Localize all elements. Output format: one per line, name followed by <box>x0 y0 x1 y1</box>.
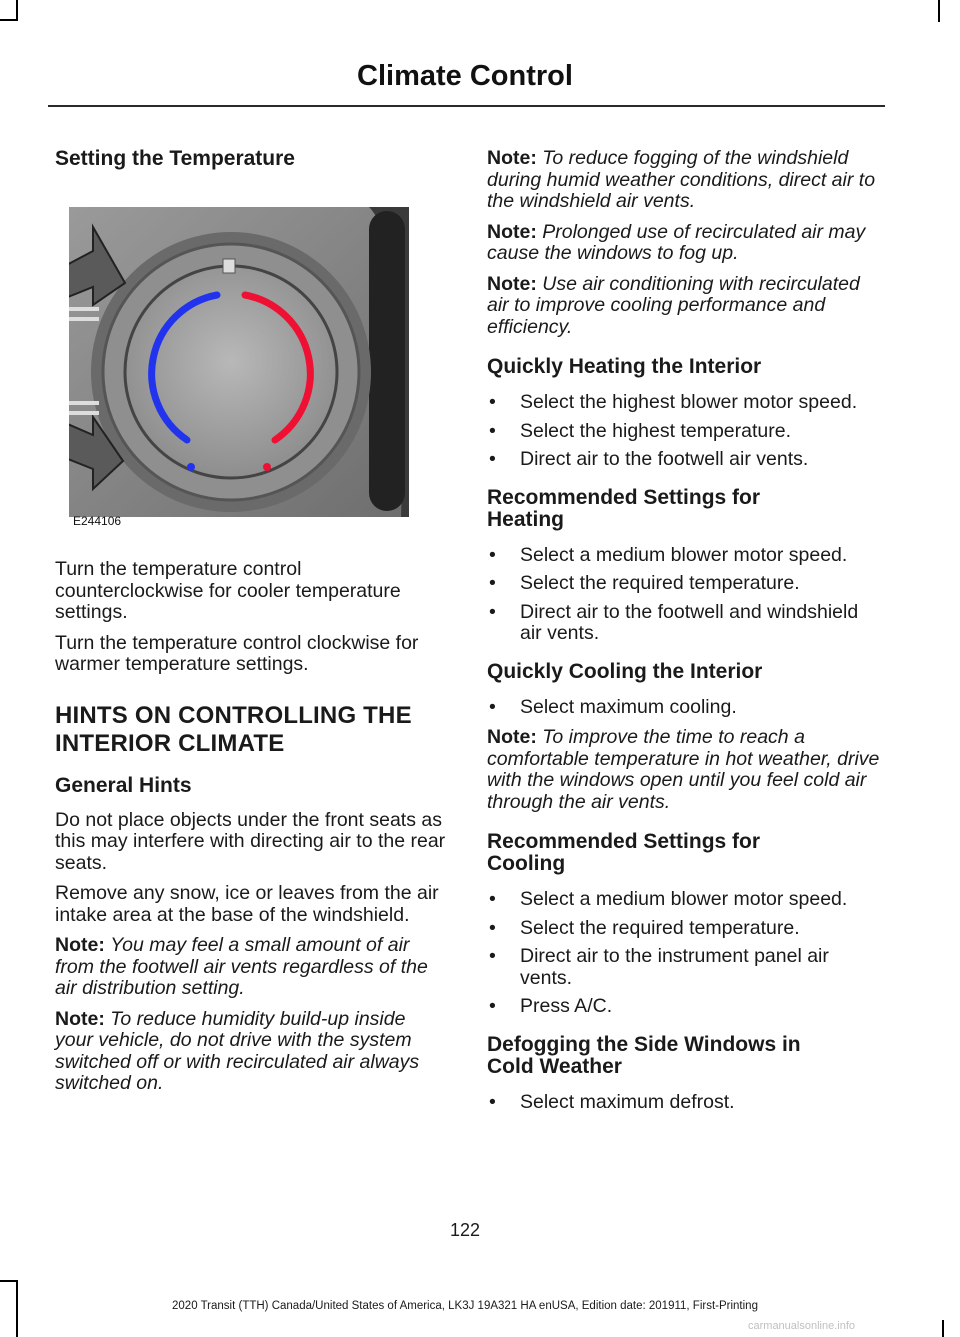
bullet: • <box>489 600 496 623</box>
crop-mark <box>0 1280 18 1282</box>
note-humidity <box>55 1009 447 1095</box>
list-item <box>487 889 882 911</box>
list-item-text: Select maximum defrost. <box>520 1090 735 1113</box>
list-item-text: Select the required temperature. <box>520 572 800 594</box>
note-label: Note: <box>487 726 537 748</box>
figure-stripe <box>69 317 99 321</box>
list-item <box>487 1092 882 1114</box>
bullet: • <box>489 391 496 413</box>
note-label: Note: <box>55 1007 105 1030</box>
list-item-text: Select a medium blower motor speed. <box>520 543 848 566</box>
heading-defogging-1: Defogging the Side Windows in <box>487 1032 801 1056</box>
crop-mark <box>0 19 18 21</box>
list-item-text: Press A/C. <box>520 995 613 1017</box>
list-item <box>487 545 882 567</box>
note-text: You may feel a small amount of air from the footwell air vents regardless of the air distribution setting. <box>55 934 428 999</box>
figure-stripe <box>69 411 99 415</box>
list-item <box>487 449 882 471</box>
watermark: carmanualsonline.info <box>748 1320 856 1332</box>
para-clockwise: Turn the temperature control clockwise for warmer temperature settings. <box>55 631 419 675</box>
heading-rec-cooling-2: Cooling <box>487 852 566 875</box>
left-column <box>55 142 447 1095</box>
heading-hints-line1: HINTS ON CONTROLLING THE <box>55 701 412 729</box>
bullet: • <box>489 419 496 442</box>
right-column <box>487 142 882 1120</box>
heading-quickly-heating: Quickly Heating the Interior <box>487 355 762 378</box>
crop-mark <box>16 0 18 20</box>
list-item <box>487 946 882 989</box>
bullet: • <box>489 695 496 718</box>
list-quick-heat <box>487 392 882 471</box>
page-number: 122 <box>449 1220 481 1240</box>
note-label: Note: <box>487 147 537 169</box>
footer-edition-text: 2020 Transit (TTH) Canada/United States of America, LK3J 19A321 HA enUSA, Edition date: 201911, First-Printing <box>172 1300 758 1312</box>
heading-setting-temperature: Setting the Temperature <box>55 147 295 170</box>
heading-defogging-2: Cold Weather <box>487 1054 622 1078</box>
bullet: • <box>489 572 496 594</box>
note-label: Note: <box>487 220 537 243</box>
cold-dot <box>187 463 195 471</box>
bullet: • <box>489 1090 496 1113</box>
heading-rec-cooling-1: Recommended Settings for <box>487 830 761 853</box>
bullet: • <box>489 916 496 939</box>
list-item-text: Direct air to the footwell air vents. <box>520 448 809 470</box>
list-item <box>487 697 882 719</box>
crop-mark <box>938 0 940 22</box>
list-item-text: Direct air to the instrument panel air vents. <box>520 945 829 989</box>
list-item <box>487 392 882 414</box>
note-footwell <box>55 935 447 1000</box>
heading-rec-heating-1: Recommended Settings for <box>487 485 761 509</box>
para-counterclockwise: Turn the temperature control counterclockwise for cooler temperature settings. <box>55 558 401 623</box>
temperature-dial-illustration <box>69 207 409 517</box>
heading-quickly-cooling: Quickly Cooling the Interior <box>487 659 763 683</box>
figure-id: E244106 <box>73 514 122 528</box>
list-item <box>487 602 882 645</box>
list-item <box>487 918 882 940</box>
list-item-text: Direct air to the footwell and windshield air vents. <box>520 600 859 644</box>
bullet: • <box>489 995 496 1017</box>
para-general-2: Remove any snow, ice or leaves from the air intake area at the base of the windshield. <box>55 882 439 926</box>
list-defog <box>487 1092 882 1114</box>
note-label: Note: <box>487 272 537 295</box>
note-label: Note: <box>55 934 105 956</box>
heading-general-hints: General Hints <box>55 773 192 797</box>
bullet: • <box>489 888 496 910</box>
note-text: To improve the time to reach a comfortable temperature in hot weather, drive with the windows open until you feel cold air through the air vents. <box>487 726 880 813</box>
heading-hints-line2: INTERIOR CLIMATE <box>55 729 285 757</box>
figure-stripe <box>69 307 99 311</box>
list-rec-cool <box>487 889 882 1018</box>
list-quick-cool <box>487 697 882 719</box>
note-text: Prolonged use of recirculated air may cause the windows to fog up. <box>487 220 866 264</box>
list-item-text: Select the highest blower motor speed. <box>520 391 858 413</box>
bullet: • <box>489 543 496 566</box>
dial-indicator <box>223 259 235 273</box>
heading-rec-heating-2: Heating <box>487 507 565 531</box>
list-item <box>487 421 882 443</box>
list-item-text: Select a medium blower motor speed. <box>520 888 848 910</box>
list-item <box>487 996 882 1018</box>
para-general-1: Do not place objects under the front seats as this may interfere with directing air to the rear seats. <box>55 808 446 874</box>
note-air-conditioning <box>487 274 882 339</box>
list-rec-heat <box>487 545 882 645</box>
note-recirculated <box>487 222 882 265</box>
hot-dot <box>263 463 271 471</box>
list-item-text: Select the required temperature. <box>520 916 800 939</box>
list-item-text: Select maximum cooling. <box>520 695 737 718</box>
note-text: To reduce humidity build-up inside your vehicle, do not drive with the system switched off or with recirculated air always switched on. <box>55 1007 420 1094</box>
panel-edge-dark <box>369 211 405 511</box>
dial-knob <box>125 266 337 478</box>
list-item <box>487 573 882 595</box>
note-text: Use air conditioning with recirculated air to improve cooling performance and efficiency. <box>487 272 860 338</box>
note-hot-weather <box>487 727 882 813</box>
temperature-control-figure <box>69 207 442 529</box>
note-fogging <box>487 148 882 213</box>
crop-mark <box>942 1320 944 1337</box>
header-rule <box>48 105 885 107</box>
list-item-text: Select the highest temperature. <box>520 419 791 442</box>
figure-stripe <box>69 401 99 405</box>
page-title: Climate Control <box>357 60 573 92</box>
note-text: To reduce fogging of the windshield during humid weather conditions, direct air to the windshield air vents. <box>487 147 876 212</box>
bullet: • <box>489 945 496 967</box>
bullet: • <box>489 448 496 470</box>
